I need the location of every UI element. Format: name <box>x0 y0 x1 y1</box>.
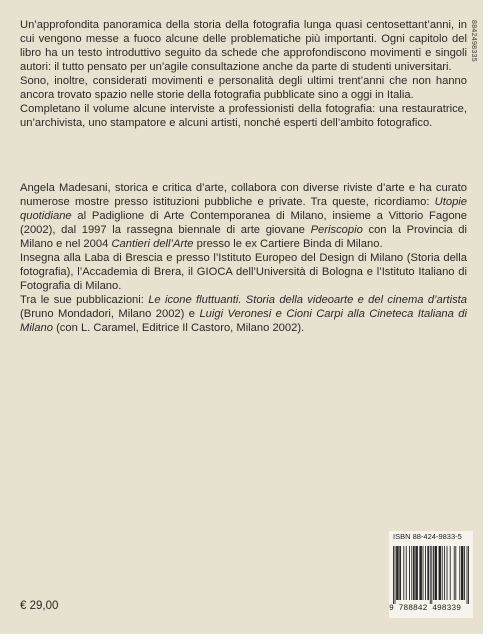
isbn-label: ISBN 88-424-9833-5 <box>393 532 462 541</box>
barcode-bar <box>416 546 417 600</box>
price-label: € 29,00 <box>20 600 59 612</box>
vertical-isbn-code: 8842498335 <box>470 20 477 62</box>
bio-paragraph-1 <box>20 181 467 251</box>
barcode-bar <box>442 546 443 600</box>
barcode-bar <box>396 546 397 600</box>
barcode-bar <box>415 546 416 600</box>
barcode-bar <box>399 546 400 600</box>
barcode-bar <box>425 546 426 600</box>
author-biography <box>20 181 467 335</box>
barcode-bar <box>463 546 464 600</box>
publication-title: Luigi Veronesi e Cioni Carpi alla Cineteca Italiana di Milano <box>20 308 467 334</box>
barcode-bar <box>444 546 445 600</box>
barcode-bar <box>439 546 440 600</box>
barcode-bar <box>461 546 462 600</box>
barcode-bar <box>454 546 455 600</box>
exhibition-title: Utopie quotidiane <box>20 196 467 222</box>
barcode-bar <box>403 546 404 600</box>
barcode-bar <box>428 546 429 600</box>
barcode-bar <box>420 546 421 600</box>
barcode-bar <box>397 546 398 600</box>
publication-title: Le icone fluttuanti. Storia della videoarte e del cinema d’artista <box>148 294 467 306</box>
barcode-bar <box>423 546 424 600</box>
barcode-bar <box>419 546 420 600</box>
barcode-bar <box>411 546 412 600</box>
barcode-bar <box>459 546 460 600</box>
barcode-bar <box>417 546 418 600</box>
barcode-digits: 9 788842 498339 <box>389 604 462 613</box>
bio-text: Tra le sue pubblicazioni: <box>20 294 149 306</box>
bio-text: presso le ex Cartiere Binda di Milano. <box>193 238 383 250</box>
bio-text: con la Provincia di Milano e nel 2004 <box>20 224 467 250</box>
description-paragraph-3: Completano il volume alcune interviste a professionisti della fotografia: una restauratrice, un’archivista, uno stampatore e alcuni artisti, nonché esperti dell’ambito fotografico. <box>20 103 467 129</box>
description-paragraph-2: Sono, inoltre, considerati movimenti e personalità degli ultimi trent’anni che non hanno ancora trovato spazio nelle storie della fotografia pubblicate sino a oggi in Italia. <box>20 75 467 101</box>
barcode-image <box>393 546 469 604</box>
barcode-bar <box>414 546 415 600</box>
bio-paragraph-2: Insegna alla Laba di Brescia e presso l’Istituto Europeo del Design di Milano (Storia della fotografia), l’Accademia di Brera, il GIOCA dell’Università di Bologna e l’Istituto Italiano di Fotografia di Milano. <box>20 252 467 292</box>
bio-text: (Bruno Mondadori, Milano 2002) e <box>20 308 200 320</box>
barcode-bar <box>406 546 407 600</box>
barcode-bar <box>462 546 463 600</box>
barcode-bar <box>455 546 456 600</box>
bio-paragraph-3 <box>20 293 467 335</box>
barcode-bar <box>435 546 436 600</box>
barcode-bar <box>440 546 441 600</box>
barcode-bar <box>464 546 465 600</box>
barcode-bar <box>421 546 422 600</box>
barcode-bar <box>427 546 428 600</box>
exhibition-title: Periscopio <box>310 224 363 236</box>
book-description <box>20 18 467 130</box>
barcode-bar <box>467 546 468 604</box>
bio-text: al Padiglione di Arte Contemporanea di Milano, insieme a Vittorio Fagone (2002), dal 1997 la rassegna biennale di arte giovane <box>20 210 467 236</box>
exhibition-title: Cantieri dell’Arte <box>111 238 194 250</box>
barcode-bar <box>447 546 448 600</box>
barcode-bar <box>436 546 437 600</box>
barcode-bar <box>450 546 451 600</box>
barcode-bar <box>439 546 440 600</box>
barcode-bar <box>393 546 394 604</box>
barcode-bar <box>468 546 469 604</box>
barcode-bar <box>400 546 401 600</box>
barcode-bar <box>398 546 399 600</box>
barcode-bar <box>435 546 436 600</box>
page-edge <box>0 634 489 640</box>
barcode-bar <box>413 546 414 600</box>
barcode-bar <box>430 546 431 604</box>
description-paragraph-1: Un’approfondita panoramica della storia della fotografia lunga quasi centosettant’anni, in cui vengono messe a fuoco alcune delle problematiche più importanti. Ogni capitolo del libro ha un testo introduttivo seguito da schede che approfondiscono movimenti e singoli autori: il tutto pensato per un’agile consultazione anche da parte di studenti universitari. <box>20 19 467 73</box>
bio-text: Angela Madesani, storica e critica d’arte, collabora con diverse riviste d’arte e ha curato numerose mostre presso istituzioni pubbliche e private. Tra queste, ricordiamo: <box>20 182 467 208</box>
barcode-bar <box>431 546 432 604</box>
barcode-bar <box>433 546 434 600</box>
bio-text: (con L. Caramel, Editrice Il Castoro, Milano 2002). <box>52 322 305 334</box>
barcode-bar <box>409 546 410 600</box>
page-edge <box>483 0 489 640</box>
barcode-bar <box>395 546 396 604</box>
